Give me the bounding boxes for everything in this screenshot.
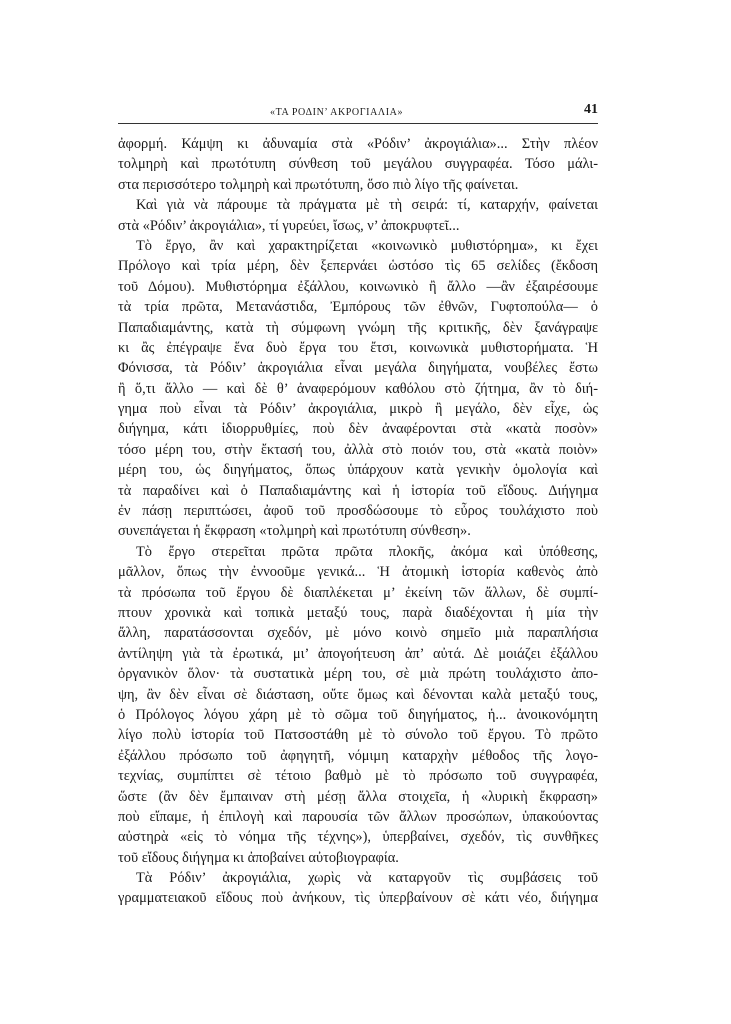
- text-line: ψη, ἂν δὲν εἶναι σὲ διάσταση, οὔτε ὅμως καὶ δένονται καλὰ μεταξύ τους,: [118, 686, 598, 703]
- text-line: ἄλλη, παρατάσσονται σχεδόν, μὲ μόνο κοινὸ σημεῖο μιὰ παραπλήσια: [118, 625, 598, 642]
- text-line: αὐστηρὰ «εἰς τὸ νόημα τῆς τέχνης»), ὑπερβαίνει, σχεδόν, τὶς συνθῆκες: [118, 829, 598, 846]
- text-line: πτουν χρονικὰ καὶ τοπικὰ μεταξύ τους, παρὰ διαδέχονται ἡ μία τὴν: [118, 604, 598, 621]
- text-line: Τὰ Ρόδιν’ ἀκρογιάλια, χωρὶς νὰ καταργοῦν τὶς συμβάσεις τοῦ: [136, 870, 598, 887]
- page-header: [118, 102, 598, 124]
- text-line: ποὺ εἴπαμε, ἡ ἐπιλογὴ καὶ παρουσία τῶν ἄλλων προσώπων, ὑπακούοντας: [118, 808, 598, 825]
- text-line: τεχνίας, συμπίπτει σὲ τέτοιο βαθμὸ μὲ τὸ πρόσωπο τοῦ συγγραφέα,: [118, 768, 598, 785]
- text-line: κι ἂς ἐπέγραψε ἕνα δυὸ ἔργα του ἔτσι, κοινωνικὰ μυθιστορήματα. Ἡ: [118, 339, 598, 356]
- running-head: «ΤΑ ΡΟΔΙΝ’ ΑΚΡΟΓΙΑΛΙΑ»: [270, 107, 404, 118]
- text-line: ἐν πάσῃ περιπτώσει, ἀφοῦ τοῦ προσδώσουμε τὸ εὖρος τουλάχιστο ποὺ: [118, 503, 598, 520]
- text-line: τὰ πρόσωπα τοῦ ἔργου δὲ διαπλέκεται μ’ ἐκείνη τῶν ἄλλων, δὲ συμπί-: [118, 584, 598, 601]
- text-line: τὰ τρία πρῶτα, Μετανάστιδα, Ἐμπόρους τῶν ἐθνῶν, Γυφτοπούλα— ὁ: [118, 299, 598, 316]
- text-line: γημα ποὺ εἶναι τὰ Ρόδιν’ ἀκρογιάλια, μικρὸ ἢ μεγάλο, δὲν εἶχε, ὡς: [118, 401, 598, 418]
- text-line: Φόνισσα, τὰ Ρόδιν’ ἀκρογιάλια εἶναι μεγάλα διηγήματα, νουβέλες ἔστω: [118, 360, 598, 377]
- text-line: μέρη του, ὡς διηγήματος, ὅπως ὑπάρχουν κατὰ γενικὴν ὁμολογία καὶ: [118, 462, 598, 479]
- text-line: λίγο πολὺ ἱστορία τοῦ Πατσοστάθη μὲ τὸ σύνολο τοῦ ἔργου. Τὸ πρῶτο: [118, 727, 598, 744]
- page-number: 41: [584, 102, 598, 117]
- text-line: ἀντίληψη γιὰ τὰ ἐρωτικά, μι’ ἀπογοήτευση ἀπ’ αὐτά. Δὲ μοιάζει ἐξάλλου: [118, 645, 598, 662]
- text-line: τὰ παραδίνει καὶ ὁ Παπαδιαμάντης καὶ ἡ ἱστορία τοῦ εἴδους. Διήγημα: [118, 482, 598, 499]
- text-line: Πρόλογο καὶ τρία μέρη, δὲν ξεπερνάει ὡστόσο τὶς 65 σελίδες (ἔκδοση: [118, 258, 598, 275]
- text-line: Καὶ γιὰ νὰ πάρουμε τὰ πράγματα μὲ τὴ σειρά: τί, καταρχήν, φαίνεται: [136, 197, 598, 214]
- header-rule: [118, 123, 598, 124]
- body-text: [118, 134, 598, 909]
- text-line: Τὸ ἔργο στερεῖται πρῶτα πρῶτα πλοκῆς, ἀκόμα καὶ ὑπόθεσης,: [136, 543, 598, 560]
- text-line: γραμματειακοῦ εἴδους ποὺ ἀνήκουν, τὶς ὑπερβαίνουν σὲ κάτι νέο, διήγημα: [118, 890, 598, 907]
- text-line: τοῦ εἴδους διήγημα κι ἀποβαίνει αὐτοβιογραφία.: [118, 849, 399, 866]
- text-line: ἐξάλλου πρόσωπο τοῦ ἀφηγητῆ, νόμιμη καταρχὴν μέθοδος τῆς λογο-: [118, 747, 598, 764]
- text-line: τόσο μέρη του, στὴν ἔκτασή του, ἀλλὰ στὸ ποιόν του, στὰ «κατὰ ποιὸν»: [118, 441, 598, 458]
- text-line: μᾶλλον, ὅπως τὴν ἐννοοῦμε γενικά... Ἡ ἀτομικὴ ἱστορία καθενὸς ἀπὸ: [118, 564, 598, 581]
- text-line: ὀργανικὸν ὅλον· τὰ συστατικὰ μέρη του, σὲ μιὰ πρώτη τουλάχιστο ἀπο-: [118, 666, 598, 683]
- text-line: Παπαδιαμάντης, κατὰ τὴ σύμφωνη γνώμη τῆς κριτικῆς, δὲν ξανάγραψε: [118, 319, 598, 336]
- text-line: στὰ «Ρόδιν’ ἀκρογιάλια», τί γυρεύει, ἴσως, ν’ ἀποκρυφτεῖ...: [118, 217, 460, 234]
- text-line: τολμηρὴ καὶ πρωτότυπη σύνθεση τοῦ μεγάλου συγγραφέα. Τόσο μάλι-: [118, 156, 598, 173]
- text-line: στα περισσότερο τολμηρὴ καὶ πρωτότυπη, ὅσο πιὸ λίγο τῆς φαίνεται.: [118, 176, 519, 193]
- text-line: ἢ ὅ,τι ἄλλο — καὶ δὲ θ’ ἀναφερόμουν καθόλου στὸ ζήτημα, ἂν τὸ διή-: [118, 380, 598, 397]
- text-line: συνεπάγεται ἡ ἔκφραση «τολμηρὴ καὶ πρωτότυπη σύνθεση».: [118, 523, 471, 540]
- text-line: διήγημα, κάτι ἰδιορρυθμίες, ποὺ δὲν ἀναφέρονται στὰ «κατὰ ποσὸν»: [118, 421, 598, 438]
- text-line: τοῦ Δόμου). Μυθιστόρημα ἐξάλλου, κοινωνικὸ ἢ ἄλλο —ἂν ἐξαιρέσουμε: [118, 278, 598, 295]
- text-line: Τὸ ἔργο, ἂν καὶ χαρακτηρίζεται «κοινωνικὸ μυθιστόρημα», κι ἔχει: [136, 237, 598, 254]
- text-line: ὁ Πρόλογος λόγου χάρη μὲ τὸ σῶμα τοῦ διηγήματος, ἡ... ἀνοικονόμητη: [118, 706, 598, 723]
- text-line: ἀφορμή. Κάμψη κι ἀδυναμία στὰ «Ρόδιν’ ἀκρογιάλια»... Στὴν πλέον: [118, 136, 598, 152]
- text-line: ὥστε (ἂν δὲν ἔμπαιναν στὴ μέσῃ ἄλλα στοιχεῖα, ἡ «λυρικὴ ἔκφραση»: [118, 788, 598, 805]
